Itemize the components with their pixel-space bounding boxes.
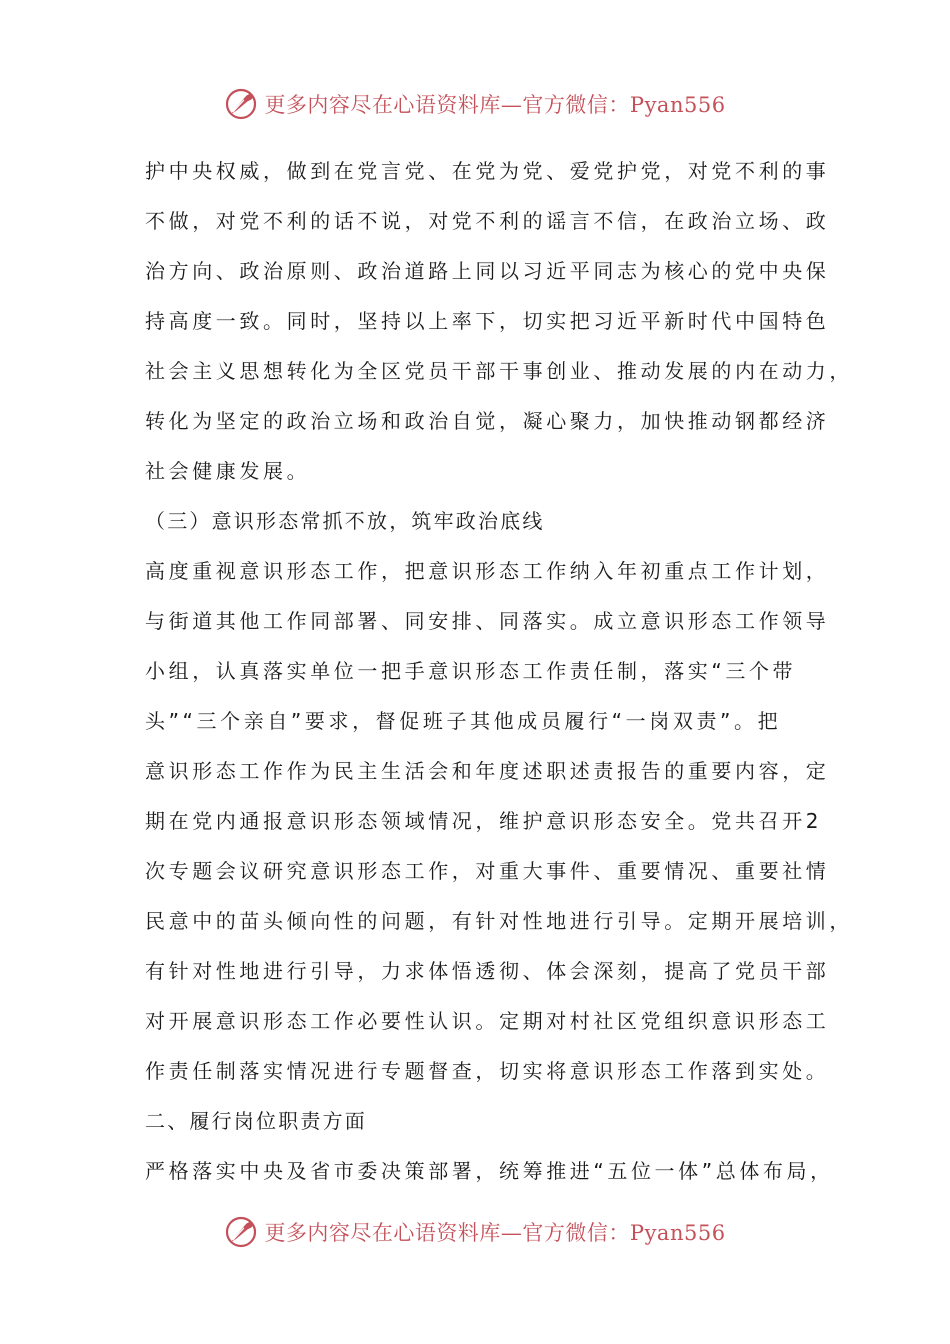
text-line: 作责任制落实情况进行专题督查，切实将意识形态工作落到实处。 <box>145 1059 830 1083</box>
text-line: 小组，认真落实单位一把手意识形态工作责任制，落实“三个带 <box>145 659 797 683</box>
text-line: 次专题会议研究意识形态工作，对重大事件、重要情况、重要社情 <box>145 859 830 883</box>
watermark-text: 更多内容尽在心语资料库—官方微信：Pyan556 <box>264 93 726 117</box>
text-line: 期在党内通报意识形态领域情况，维护意识形态安全。党共召开2 <box>145 809 823 833</box>
footer-watermark <box>0 1212 950 1252</box>
paragraph <box>145 1146 834 1196</box>
text-line: 社会健康发展。 <box>145 459 311 483</box>
header-watermark <box>0 84 950 124</box>
quill-pen-circle-icon <box>224 87 258 121</box>
text-line: 治方向、政治原则、政治道路上同以习近平同志为核心的党中央保 <box>145 259 830 283</box>
document-body <box>145 146 853 1196</box>
text-line: 护中央权威，做到在党言党、在党为党、爱党护党，对党不利的事 <box>145 159 830 183</box>
text-line: 有针对性地进行引导，力求体悟透彻、体会深刻，提高了党员干部 <box>145 959 830 983</box>
section-heading: 二、履行岗位职责方面 <box>145 1109 367 1133</box>
text-line: 民意中的苗头倾向性的问题，有针对性地进行引导。定期开展培训， <box>145 909 853 933</box>
watermark-text: 更多内容尽在心语资料库—官方微信：Pyan556 <box>264 1221 726 1245</box>
section-heading: （三）意识形态常抓不放，筑牢政治底线 <box>145 509 545 533</box>
text-line: 头”“三个亲自”要求，督促班子其他成员履行“一岗双责”。把 <box>145 709 782 733</box>
text-line: 社会主义思想转化为全区党员干部干事创业、推动发展的内在动力， <box>145 359 853 383</box>
text-line: 与街道其他工作同部署、同安排、同落实。成立意识形态工作领导 <box>145 609 830 633</box>
text-line: 转化为坚定的政治立场和政治自觉，凝心聚力，加快推动钢都经济 <box>145 409 830 433</box>
paragraph <box>145 546 853 1096</box>
text-line: 不做，对党不利的话不说，对党不利的谣言不信，在政治立场、政 <box>145 209 830 233</box>
text-line: 高度重视意识形态工作，把意识形态工作纳入年初重点工作计划， <box>145 559 830 583</box>
text-line: 对开展意识形态工作必要性认识。定期对村社区党组织意识形态工 <box>145 1009 830 1033</box>
text-line: 持高度一致。同时，坚持以上率下，切实把习近平新时代中国特色 <box>145 309 830 333</box>
text-line: 意识形态工作作为民主生活会和年度述职述责报告的重要内容，定 <box>145 759 830 783</box>
paragraph <box>145 146 853 496</box>
quill-pen-circle-icon <box>224 1215 258 1249</box>
text-line: 严格落实中央及省市委决策部署，统筹推进“五位一体”总体布局， <box>145 1159 834 1183</box>
